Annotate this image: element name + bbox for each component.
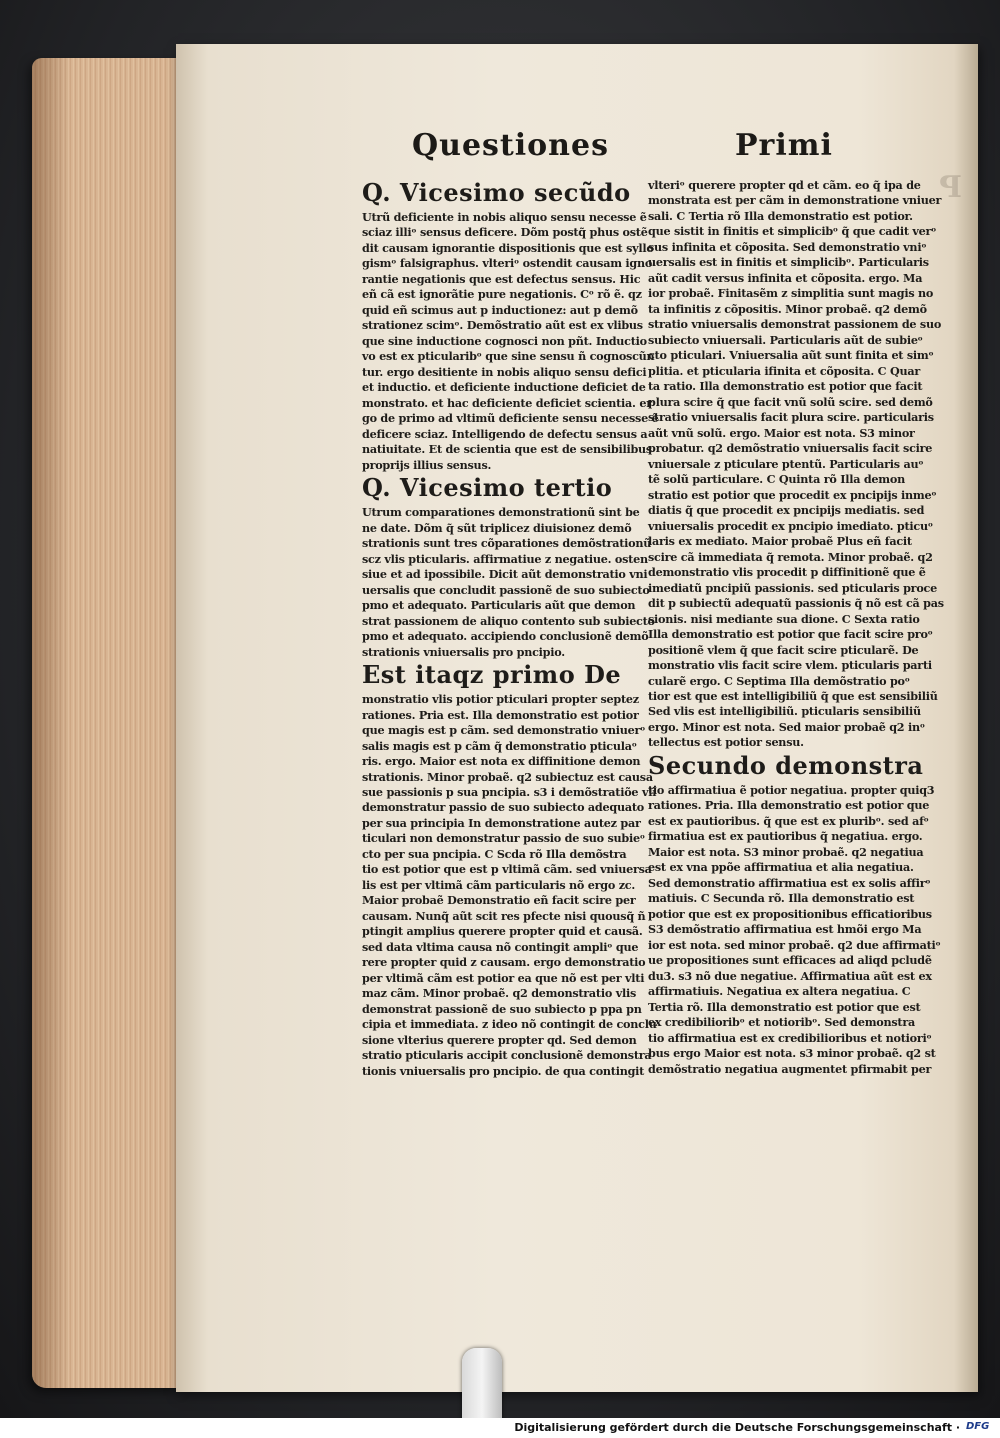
text-line: ne date. Dõm q̃ sũt triplicez diuisionez demõ xyxy=(362,520,632,535)
text-line: stratio vniuersalis facit plura scire. particularis xyxy=(648,410,934,425)
text-line: scz vlis pticularis. affirmatiue z negatiue. osten xyxy=(362,551,648,566)
section-heading: Q. Vicesimo tertio xyxy=(362,473,613,503)
text-line: sed data vltima causa nõ contingit ampliᵒ que xyxy=(362,939,639,954)
text-line: lis est per vltimã cãm particularis nõ ergo zc. xyxy=(362,877,636,892)
text-line: que sine inductione cognosci non pñt. Inductio xyxy=(362,333,647,348)
text-line: tio affirmatiua ẽ potior negatiua. propter quiq3 xyxy=(648,782,935,797)
text-line: monstrata est per cãm in demonstratione vniuer xyxy=(648,193,942,208)
text-line: dit causam ignorantie dispositionis que est syllo xyxy=(362,240,654,255)
text-line: causam. Nunq̃ aũt scit res pfecte nisi quousq̃ ñ xyxy=(362,908,646,923)
text-line: monstratio vlis potior pticulari propter septez xyxy=(362,692,639,707)
text-line: ergo. Minor est nota. Sed maior probaẽ q2 inᵒ xyxy=(648,719,925,734)
text-block xyxy=(362,505,655,660)
text-line: ue propositiones sunt efficaces ad aliqd pcludẽ xyxy=(648,953,932,968)
text-line: affirmatiuis. Negatiua ex altera negatiua. C xyxy=(648,984,911,999)
text-line: plura scire q̃ que facit vnũ solũ scire. sed demõ xyxy=(648,394,933,409)
text-line: vniuersale z pticulare ptentũ. Particularis auᵒ xyxy=(648,456,924,471)
text-line: cto pticulari. Vniuersalia aũt sunt finita et simᵒ xyxy=(648,348,934,363)
left-text-column xyxy=(362,178,659,1079)
text-line: proprijs illius sensus. xyxy=(362,457,492,472)
text-line: probatur. q2 demõstratio vniuersalis facit scire xyxy=(648,441,933,456)
section-heading: Est itaqz primo De xyxy=(362,660,622,690)
running-head-left: Questiones xyxy=(412,128,609,163)
right-text-column xyxy=(648,178,944,1077)
text-line: scire cã immediata q̃ remota. Minor probaẽ. q2 xyxy=(648,549,933,564)
text-line: laris ex mediato. Maior probaẽ Plus eñ facit xyxy=(648,534,912,549)
text-line: vlteriᵒ querere propter qd et cãm. eo q̃ ipa de xyxy=(648,178,921,192)
text-line: uersalis que concludit passionẽ de suo subiecto xyxy=(362,582,650,597)
text-line: ris. ergo. Maior est nota ex diffinitione demon xyxy=(362,754,641,769)
text-line: ior probaẽ. Finitasẽm z simplitia sunt magis no xyxy=(648,286,934,301)
text-line: demonstratio vlis procedit p diffinitionẽ que ẽ xyxy=(648,565,926,580)
text-line: est ex vna ppõe affirmatiua et alia negatiua. xyxy=(648,860,914,875)
text-line: demonstratur passio de suo subiecto adequato xyxy=(362,800,644,815)
text-line: stratio vniuersalis demonstrat passionem de suo xyxy=(648,317,942,332)
text-line: subiecto vniuersali. Particularis aũt de subieᵒ xyxy=(648,332,923,347)
text-line: et inductio. et deficiente inductione deficiet de xyxy=(362,380,646,395)
page-edges xyxy=(32,58,182,1388)
text-line: que sistit in finitis et simplicibᵒ q̃ que cadit verᵒ xyxy=(648,224,937,239)
text-line: ticulari non demonstratur passio de suo subieᵒ xyxy=(362,831,645,846)
text-line: strationis vniuersalis pro pncipio. xyxy=(362,644,565,659)
text-line: cipia et immediata. z ideo nõ contingit de conclu xyxy=(362,1017,657,1032)
text-line: uersalis est in finitis et simplicibᵒ. Particularis xyxy=(648,255,929,270)
bleed-through-mark: P xyxy=(939,170,962,205)
text-line: firmatiua est ex pautioribus q̃ negatiua. ergo. xyxy=(648,829,923,844)
text-line: quid eñ scimus aut p inductionez: aut p demõ xyxy=(362,302,638,317)
text-line: imediatũ pncipiũ passionis. sed pticularis proce xyxy=(648,580,937,595)
text-line: rere propter quid z causam. ergo demonstratio xyxy=(362,955,646,970)
text-line: siue et ad ipossibile. Dicit aũt demonstratio vni xyxy=(362,567,648,582)
text-line: stratio pticularis accipit conclusionẽ demonstra xyxy=(362,1048,652,1063)
text-line: per sua principia In demonstratione autez par xyxy=(362,815,641,830)
text-line: cto per sua pncipia. C Scda rõ Illa demõstra xyxy=(362,846,627,861)
text-line: du3. s3 nõ due negatiue. Affirmatiua aũt est ex xyxy=(648,968,932,983)
text-line: tio affirmatiua est ex credibilioribus et notioriᵒ xyxy=(648,1030,932,1045)
text-line: strat passionem de aliquo contento sub subiecto xyxy=(362,613,655,628)
text-line: aũt cadit versus infinita et cõposita. ergo. Ma xyxy=(648,270,923,285)
text-line: pmo et adequato. Particularis aũt que demon xyxy=(362,598,636,613)
text-line: Utrum comparationes demonstrationũ sint be xyxy=(362,505,640,520)
text-line: monstratio vlis facit scire vlem. pticularis parti xyxy=(648,658,932,673)
text-line: ta ratio. Illa demonstratio est potior que facit xyxy=(648,379,923,394)
text-line: Sed demonstratio affirmatiua est ex solis affirᵒ xyxy=(648,875,931,890)
text-line: Sed vlis est intelligibiliũ. pticularis sensibiliũ xyxy=(648,704,921,719)
text-line: Maior est nota. S3 minor probaẽ. q2 negatiua xyxy=(648,844,924,859)
text-line: gismᵒ falsigraphus. vlteriᵒ ostendit causam igno xyxy=(362,256,653,271)
text-line: strationez scimᵒ. Demõstratio aũt est ex vlibus xyxy=(362,318,643,333)
text-line: salis magis est p cãm q̃ demonstratio pticulaᵒ xyxy=(362,738,637,753)
text-line: strationis sunt tres cõparationes demõstrationũ xyxy=(362,536,652,551)
text-line: S3 demõstratio affirmatiua est hmõi ergo Ma xyxy=(648,922,922,937)
text-line: deficere sciaz. Intelligendo de defectu sensus a xyxy=(362,426,648,441)
text-line: tio est potior que est p vltimã cãm. sed vniuersa xyxy=(362,862,652,877)
text-block xyxy=(648,178,944,751)
text-line: rationes. Pria est. Illa demonstratio est potior xyxy=(362,707,639,722)
text-block xyxy=(362,210,659,473)
footer-bar xyxy=(0,1418,1000,1438)
text-block xyxy=(648,782,941,1077)
text-line: sali. C Tertia rõ Illa demonstratio est potior. xyxy=(648,208,913,223)
text-line: aũt vnũ solũ. ergo. Maior est nota. S3 minor xyxy=(648,425,915,440)
text-line: rationes. Pria. Illa demonstratio est potior que xyxy=(648,798,930,813)
text-line: monstrato. et hac deficiente deficiet scientia. er xyxy=(362,395,652,410)
text-line: tẽ solũ particulare. C Quinta rõ Illa demon xyxy=(648,472,905,487)
section-heading: Q. Vicesimo secũdo xyxy=(362,178,631,207)
text-line: demonstrat passionẽ de suo subiecto p ppa pn xyxy=(362,1001,642,1016)
text-line: eñ cã est ignorãtie pure negationis. Cᵒ rõ ẽ. qz xyxy=(362,287,642,302)
running-head-right: Primi xyxy=(735,128,833,163)
text-line: stratio est potior que procedit ex pncipijs inmeᵒ xyxy=(648,487,937,502)
text-line: sciaz illiᵒ sensus deficere. Dõm postq̃ phus ostẽ xyxy=(362,225,648,240)
text-line: est ex pautioribus. q̃ que est ex pluribᵒ. sed afᵒ xyxy=(648,813,929,828)
text-line: dit p subiectũ adequatũ passionis q̃ nõ est cã pas xyxy=(648,596,944,611)
text-line: Illa demonstratio est potior que facit scire proᵒ xyxy=(648,627,933,642)
text-line: ptingit amplius querere propter quid et causã. xyxy=(362,924,643,939)
text-line: tionis vniuersalis pro pncipio. de qua contingit xyxy=(362,1063,645,1078)
text-line: maz cãm. Minor probaẽ. q2 demonstratio vlis xyxy=(362,986,637,1001)
text-line: sione vlterius querere propter qd. Sed demon xyxy=(362,1032,637,1047)
text-line: que magis est p cãm. sed demonstratio vniuerᵒ xyxy=(362,723,646,738)
dfg-logo: DFG xyxy=(966,1421,990,1432)
text-line: tior est que est intelligibiliũ q̃ que est sensibiliũ xyxy=(648,688,938,703)
text-block xyxy=(362,692,657,1079)
text-line: tur. ergo desitiente in nobis aliquo sensu defici xyxy=(362,364,647,379)
text-line: vo est ex pticularibᵒ que sine sensu ñ cognoscũn xyxy=(362,349,655,364)
text-line: bus ergo Maior est nota. s3 minor probaẽ. q2 st xyxy=(648,1046,936,1061)
text-line: ex credibilioribᵒ et notioribᵒ. Sed demonstra xyxy=(648,1015,915,1030)
text-line: ta infinitis z cõpositis. Minor probaẽ. q2 demõ xyxy=(648,301,927,316)
text-line: sionis. nisi mediante sua dione. C Sexta ratio xyxy=(648,611,920,626)
text-line: strationis. Minor probaẽ. q2 subiectuz est causa xyxy=(362,769,653,784)
text-line: plitia. et pticularia ifinita et cõposita. C Quar xyxy=(648,363,921,378)
text-line: Utrũ deficiente in nobis aliquo sensu necesse ẽ xyxy=(362,210,647,224)
text-line: per vltimã cãm est potior ea que nõ est per vlti xyxy=(362,970,645,985)
text-line: sue passionis p sua pncipia. s3 i demõstratiõe vlĩ xyxy=(362,784,657,799)
section-heading: Secundo demonstra xyxy=(648,750,924,780)
text-line: cularẽ ergo. C Septima Illa demõstratio poᵒ xyxy=(648,673,910,688)
text-line: vniuersalis procedit ex pncipio imediato. pticuᵒ xyxy=(648,518,933,533)
text-line: ior est nota. sed minor probaẽ. q2 due affirmatiᵒ xyxy=(648,937,941,952)
text-line: sus infinita et cõposita. Sed demonstratio vniᵒ xyxy=(648,239,927,254)
text-line: potior que est ex propositionibus efficatioribus xyxy=(648,906,932,921)
text-line: matiuis. C Secunda rõ. Illa demonstratio est xyxy=(648,891,915,906)
text-line: tellectus est potior sensu. xyxy=(648,735,804,750)
text-line: positionẽ vlem q̃ que facit scire pticularẽ. De xyxy=(648,642,919,657)
footer-credit: Digitalisierung gefördert durch die Deutsche Forschungsgemeinschaft · xyxy=(514,1421,960,1434)
text-line: go de primo ad vltimũ deficiente sensu necesse ẽ xyxy=(362,411,659,426)
text-line: diatis q̃ que procedit ex pncipijs mediatis. sed xyxy=(648,503,925,518)
text-line: pmo et adequato. accipiendo conclusionẽ demõ xyxy=(362,629,649,644)
text-line: Tertia rõ. Illa demonstratio est potior que est xyxy=(648,999,921,1014)
book-clamp xyxy=(462,1348,502,1428)
text-line: rantie negationis que est defectus sensus. Hic xyxy=(362,271,641,286)
text-line: Maior probaẽ Demonstratio eñ facit scire per xyxy=(362,893,636,908)
text-line: demõstratio negatiua augmentet pfirmabit per xyxy=(648,1061,932,1076)
text-line: natiuitate. Et de scientia que est de sensibilibus xyxy=(362,442,652,457)
